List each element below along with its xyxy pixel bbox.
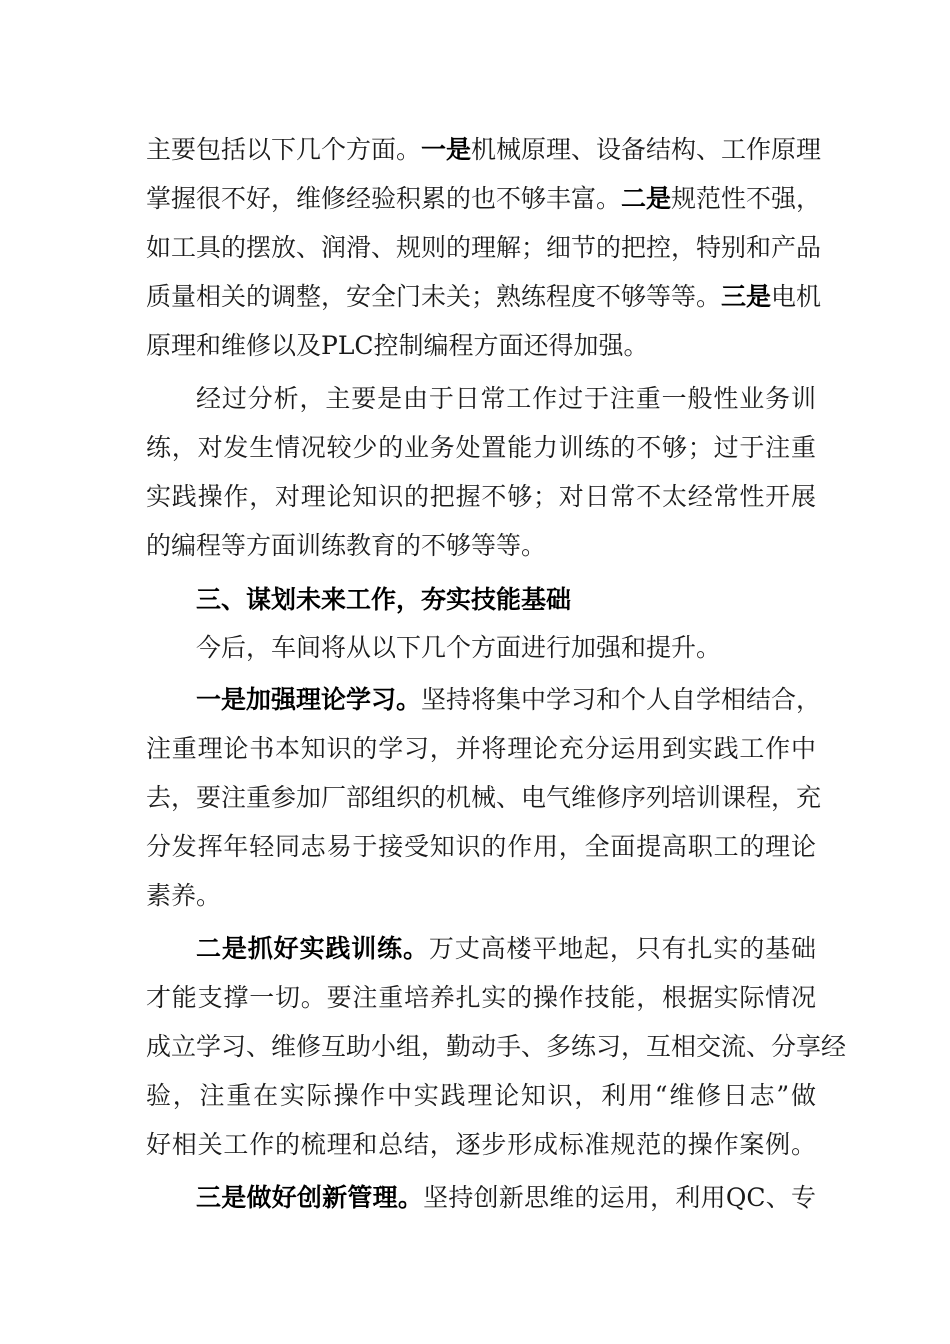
- text-run: 坚持创新思维的运用，利用QC、专: [423, 1183, 816, 1212]
- item1-line1: [196, 678, 822, 722]
- item1-line4: 分发挥年轻同志易于接受知识的作用，全面提高职工的理论: [146, 832, 816, 861]
- item2-line5: 好相关工作的梳理和总结，逐步形成标准规范的操作案例。: [146, 1130, 816, 1159]
- item1-line5: 素养。: [146, 881, 222, 910]
- paragraph1-line4: [146, 275, 822, 319]
- item2-line2: 才能支撑一切。要注重培养扎实的操作技能，根据实际情况: [146, 983, 816, 1012]
- text-run: 万丈高楼平地起，只有扎实的基础: [428, 934, 816, 963]
- bold-run: 一是加强理论学习。: [196, 685, 422, 714]
- paragraph1-line2: [146, 177, 822, 221]
- text-run: 规范性不强，: [671, 184, 822, 213]
- text-run: 坚持将集中学习和个人自学相结合，: [421, 685, 822, 714]
- paragraph2-line2: 练，对发生情况较少的业务处置能力训练的不够；过于注重: [146, 433, 816, 462]
- paragraph1-line5: 原理和维修以及PLC控制编程方面还得加强。: [146, 331, 649, 360]
- bold-run: 二是: [621, 184, 672, 213]
- text-run: 机械原理、设备结构、工作原理: [471, 135, 822, 164]
- text-run: 质量相关的调整，安全门未关；熟练程度不够等等。: [146, 282, 722, 311]
- paragraph2-line1: 经过分析，主要是由于日常工作过于注重一般性业务训: [196, 384, 816, 413]
- item1-line2: 注重理论书本知识的学习，并将理论充分运用到实践工作中: [146, 734, 816, 763]
- item2-line4: 验，注重在实际操作中实践理论知识，利用“维修日志”做: [146, 1081, 816, 1110]
- bold-run: 三是做好创新管理。: [196, 1183, 424, 1212]
- paragraph2-line3: 实践操作，对理论知识的把握不够；对日常不太经常性开展: [146, 482, 816, 511]
- paragraph1-line3: 如工具的摆放、润滑、规则的理解；细节的把控，特别和产品: [146, 233, 822, 262]
- item1-line3: 去，要注重参加厂部组织的机械、电气维修序列培训课程，充: [146, 783, 822, 812]
- item2-line1: [196, 927, 816, 971]
- text-run: 电机: [771, 282, 822, 311]
- section-heading: 三、谋划未来工作，夯实技能基础: [196, 585, 572, 614]
- text-run: 掌握很不好，维修经验积累的也不够丰富。: [146, 184, 622, 213]
- paragraph2-line4: 的编程等方面训练教育的不够等等。: [146, 531, 547, 560]
- item3-line1: [196, 1176, 816, 1220]
- bold-run: 三是: [721, 282, 772, 311]
- intro-line: 今后，车间将从以下几个方面进行加强和提升。: [196, 633, 722, 662]
- item2-line3: 成立学习、维修互助小组，勤动手、多练习，互相交流、分享经: [146, 1032, 847, 1061]
- text-run: 主要包括以下几个方面。: [146, 135, 422, 164]
- bold-run: 二是抓好实践训练。: [196, 934, 429, 963]
- paragraph1-line1: [146, 128, 822, 172]
- bold-run: 一是: [421, 135, 472, 164]
